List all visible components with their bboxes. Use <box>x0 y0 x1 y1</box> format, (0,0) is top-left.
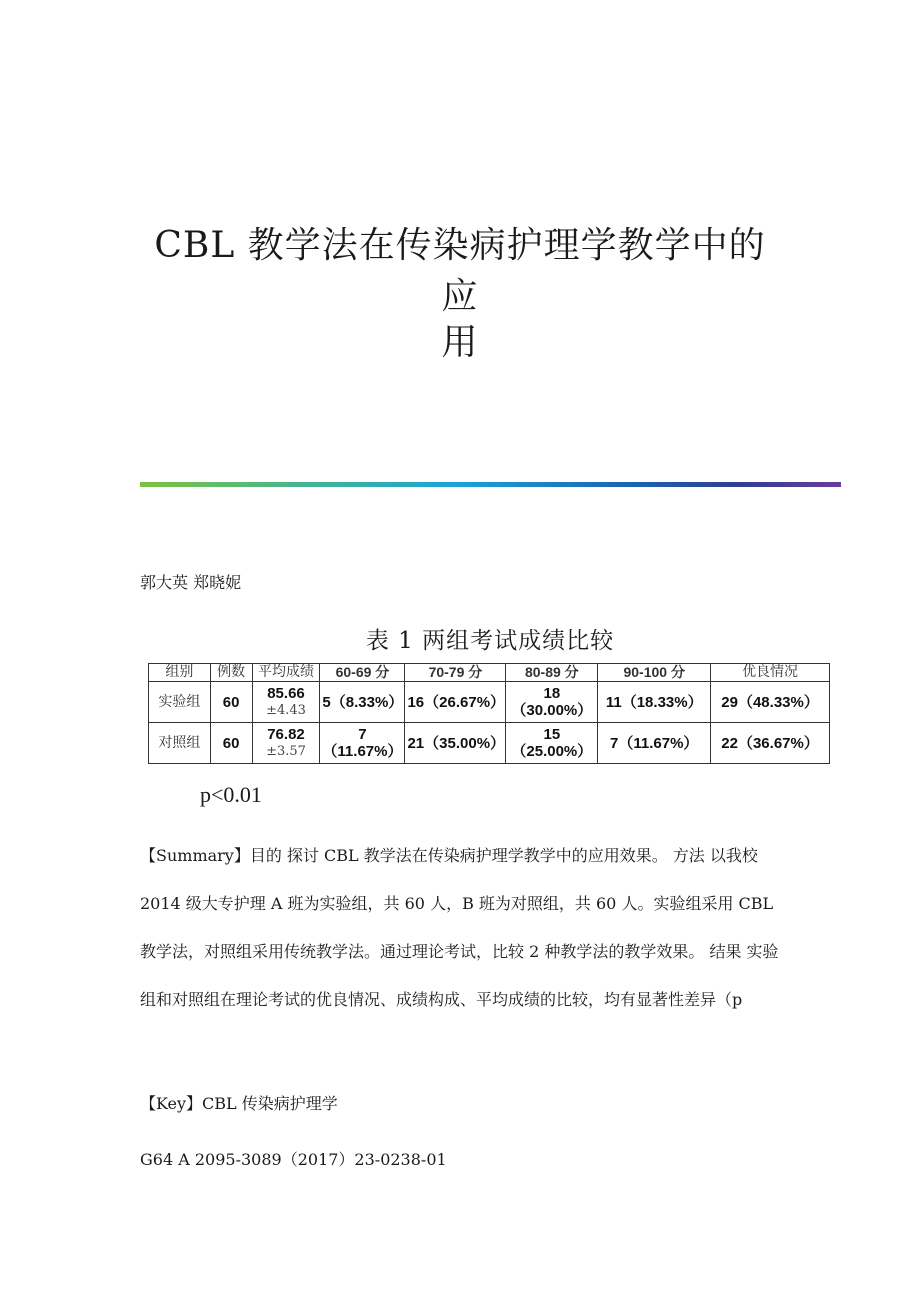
cell-group: 实验组 <box>149 682 211 723</box>
sd-value: ±3.57 <box>266 744 306 759</box>
header-count: 例数 <box>210 664 252 682</box>
cell-90-100: 11（18.33%） <box>598 682 711 723</box>
gradient-divider <box>140 482 841 487</box>
header-80-89: 80-89 分 <box>506 664 598 682</box>
cell-60-69: 5（8.33%） <box>320 682 405 723</box>
table-header-row <box>149 664 830 682</box>
page-title-line-2: 用 <box>441 322 479 363</box>
sd-value: ±4.43 <box>266 703 306 718</box>
cell-80-89: 18（30.00%） <box>506 682 598 723</box>
classification-code: G64 A 2095-3089（2017）23-0238-01 <box>140 1150 447 1169</box>
cell-excellent: 29（48.33%） <box>711 682 830 723</box>
header-mean: 平均成绩 <box>252 664 320 682</box>
cell-group: 对照组 <box>149 723 211 764</box>
keywords: 【Key】CBL 传染病护理学 <box>140 1094 338 1113</box>
authors: 郭大英 郑晓妮 <box>140 573 242 592</box>
cell-excellent: 22（36.67%） <box>711 723 830 764</box>
header-60-69: 60-69 分 <box>320 664 405 682</box>
header-group: 组别 <box>149 664 211 682</box>
summary-paragraph: 【Summary】目的 探讨 CBL 教学法在传染病护理学教学中的应用效果。 方法 以我校 2014 级大专护理 A 班为实验组，共 60 人，B 班为对照组，共 60 人。实验组采用 CBL 教学法，对照组采用传统教学法。通过理论考试，比较 2 种教学法的教学效果。 结果 实验组和对照组在理论考试的优良情况、成绩构成、平均成绩的比较，均有显著性差异（p <box>140 846 779 1009</box>
table-row <box>149 723 830 764</box>
p-value: p<0.01 <box>200 782 262 807</box>
cell-60-69: 7（11.67%） <box>320 723 405 764</box>
cell-mean <box>252 682 320 723</box>
page-title-line-1: CBL 教学法在传染病护理学教学中的应 <box>154 225 766 317</box>
score-comparison-table <box>148 663 830 764</box>
cell-count: 60 <box>210 682 252 723</box>
cell-count: 60 <box>210 723 252 764</box>
cell-70-79: 16（26.67%） <box>405 682 506 723</box>
header-90-100: 90-100 分 <box>598 664 711 682</box>
header-70-79: 70-79 分 <box>405 664 506 682</box>
cell-70-79: 21（35.00%） <box>405 723 506 764</box>
table-title: 表 1 两组考试成绩比较 <box>365 628 615 654</box>
cell-80-89: 15（25.00%） <box>506 723 598 764</box>
cell-mean <box>252 723 320 764</box>
mean-value: 85.66 <box>267 685 305 702</box>
mean-value: 76.82 <box>267 726 305 743</box>
cell-90-100: 7（11.67%） <box>598 723 711 764</box>
header-excellent: 优良情况 <box>711 664 830 682</box>
table-row <box>149 682 830 723</box>
